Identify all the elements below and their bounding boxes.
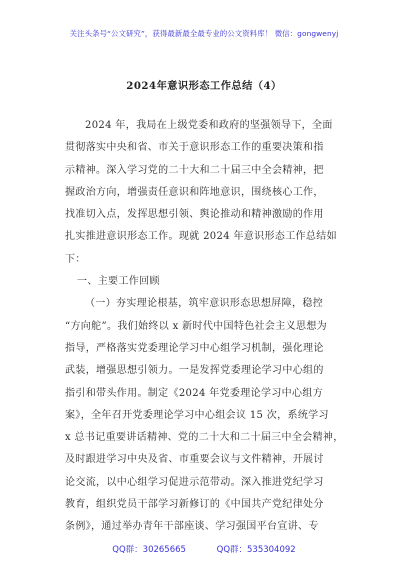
body-line: 案》，全年召开党委理论学习中心组会议 15 次，系统学习 xyxy=(65,409,329,421)
document-body xyxy=(65,115,347,539)
body-line: 找准切入点，发挥思想引领、舆论推动和精神激励的作用 xyxy=(65,209,324,221)
promo-banner: 关注头条号“公文研究”，获得最新最全最专业的公文资料库！ 微信：gongwenyj xyxy=(69,29,339,38)
body-line: 指导，严格落实党委理论学习中心组学习机制，强化理论 xyxy=(65,342,324,354)
body-line: 条例》，通过举办青年干部座谈、学习强国平台宣讲、专 xyxy=(65,521,319,533)
body-line: 指引和带头作用。制定《2024 年党委理论学习中心组方 xyxy=(65,387,324,399)
footer-qq-groups xyxy=(0,543,408,555)
body-line: 论交流，以中心组学习促进示范带动。深入推进党纪学习 xyxy=(65,476,324,488)
body-line: 及时跟进学习中央及省、市重要会议与文件精神，开展讨 xyxy=(65,454,324,466)
section-heading: 一、主要工作回顾 xyxy=(77,276,160,288)
qq-group-2: QQ群：535304092 xyxy=(216,545,296,555)
body-line: 教育，组织党员干部学习新修订的《中国共产党纪律处分 xyxy=(65,499,324,511)
document-title: 2024年意识形态工作总结（4） xyxy=(126,80,282,92)
qq-group-1: QQ群：30265665 xyxy=(112,545,186,555)
body-line: 握政治方向，增强责任意识和阵地意识，围绕核心工作， xyxy=(65,186,324,198)
body-line: 扎实推进意识形态工作。现就 2024 年意识形态工作总结如 xyxy=(65,231,337,243)
body-line: 下： xyxy=(65,253,86,265)
body-line: 2024 年，我局在上级党委和政府的坚强领导下，全面 xyxy=(85,120,333,131)
body-line: “方向舵”。我们始终以 x 新时代中国特色社会主义思想为 xyxy=(65,320,328,332)
body-line: 武装，增强思想引领力。一是发挥党委理论学习中心组的 xyxy=(65,365,324,377)
subsection-heading: （一）夯实理论根基，筑牢意识形态思想屏障，稳控 xyxy=(85,298,324,310)
body-line: 贯彻落实中央和省、市关于意识形态工作的重要决策和指 xyxy=(65,142,324,154)
body-line: 示精神。深入学习党的二十大和二十届三中全会精神，把 xyxy=(65,164,324,176)
body-line: x 总书记重要讲话精神、党的二十大和二十届三中全会精神， xyxy=(65,432,344,444)
